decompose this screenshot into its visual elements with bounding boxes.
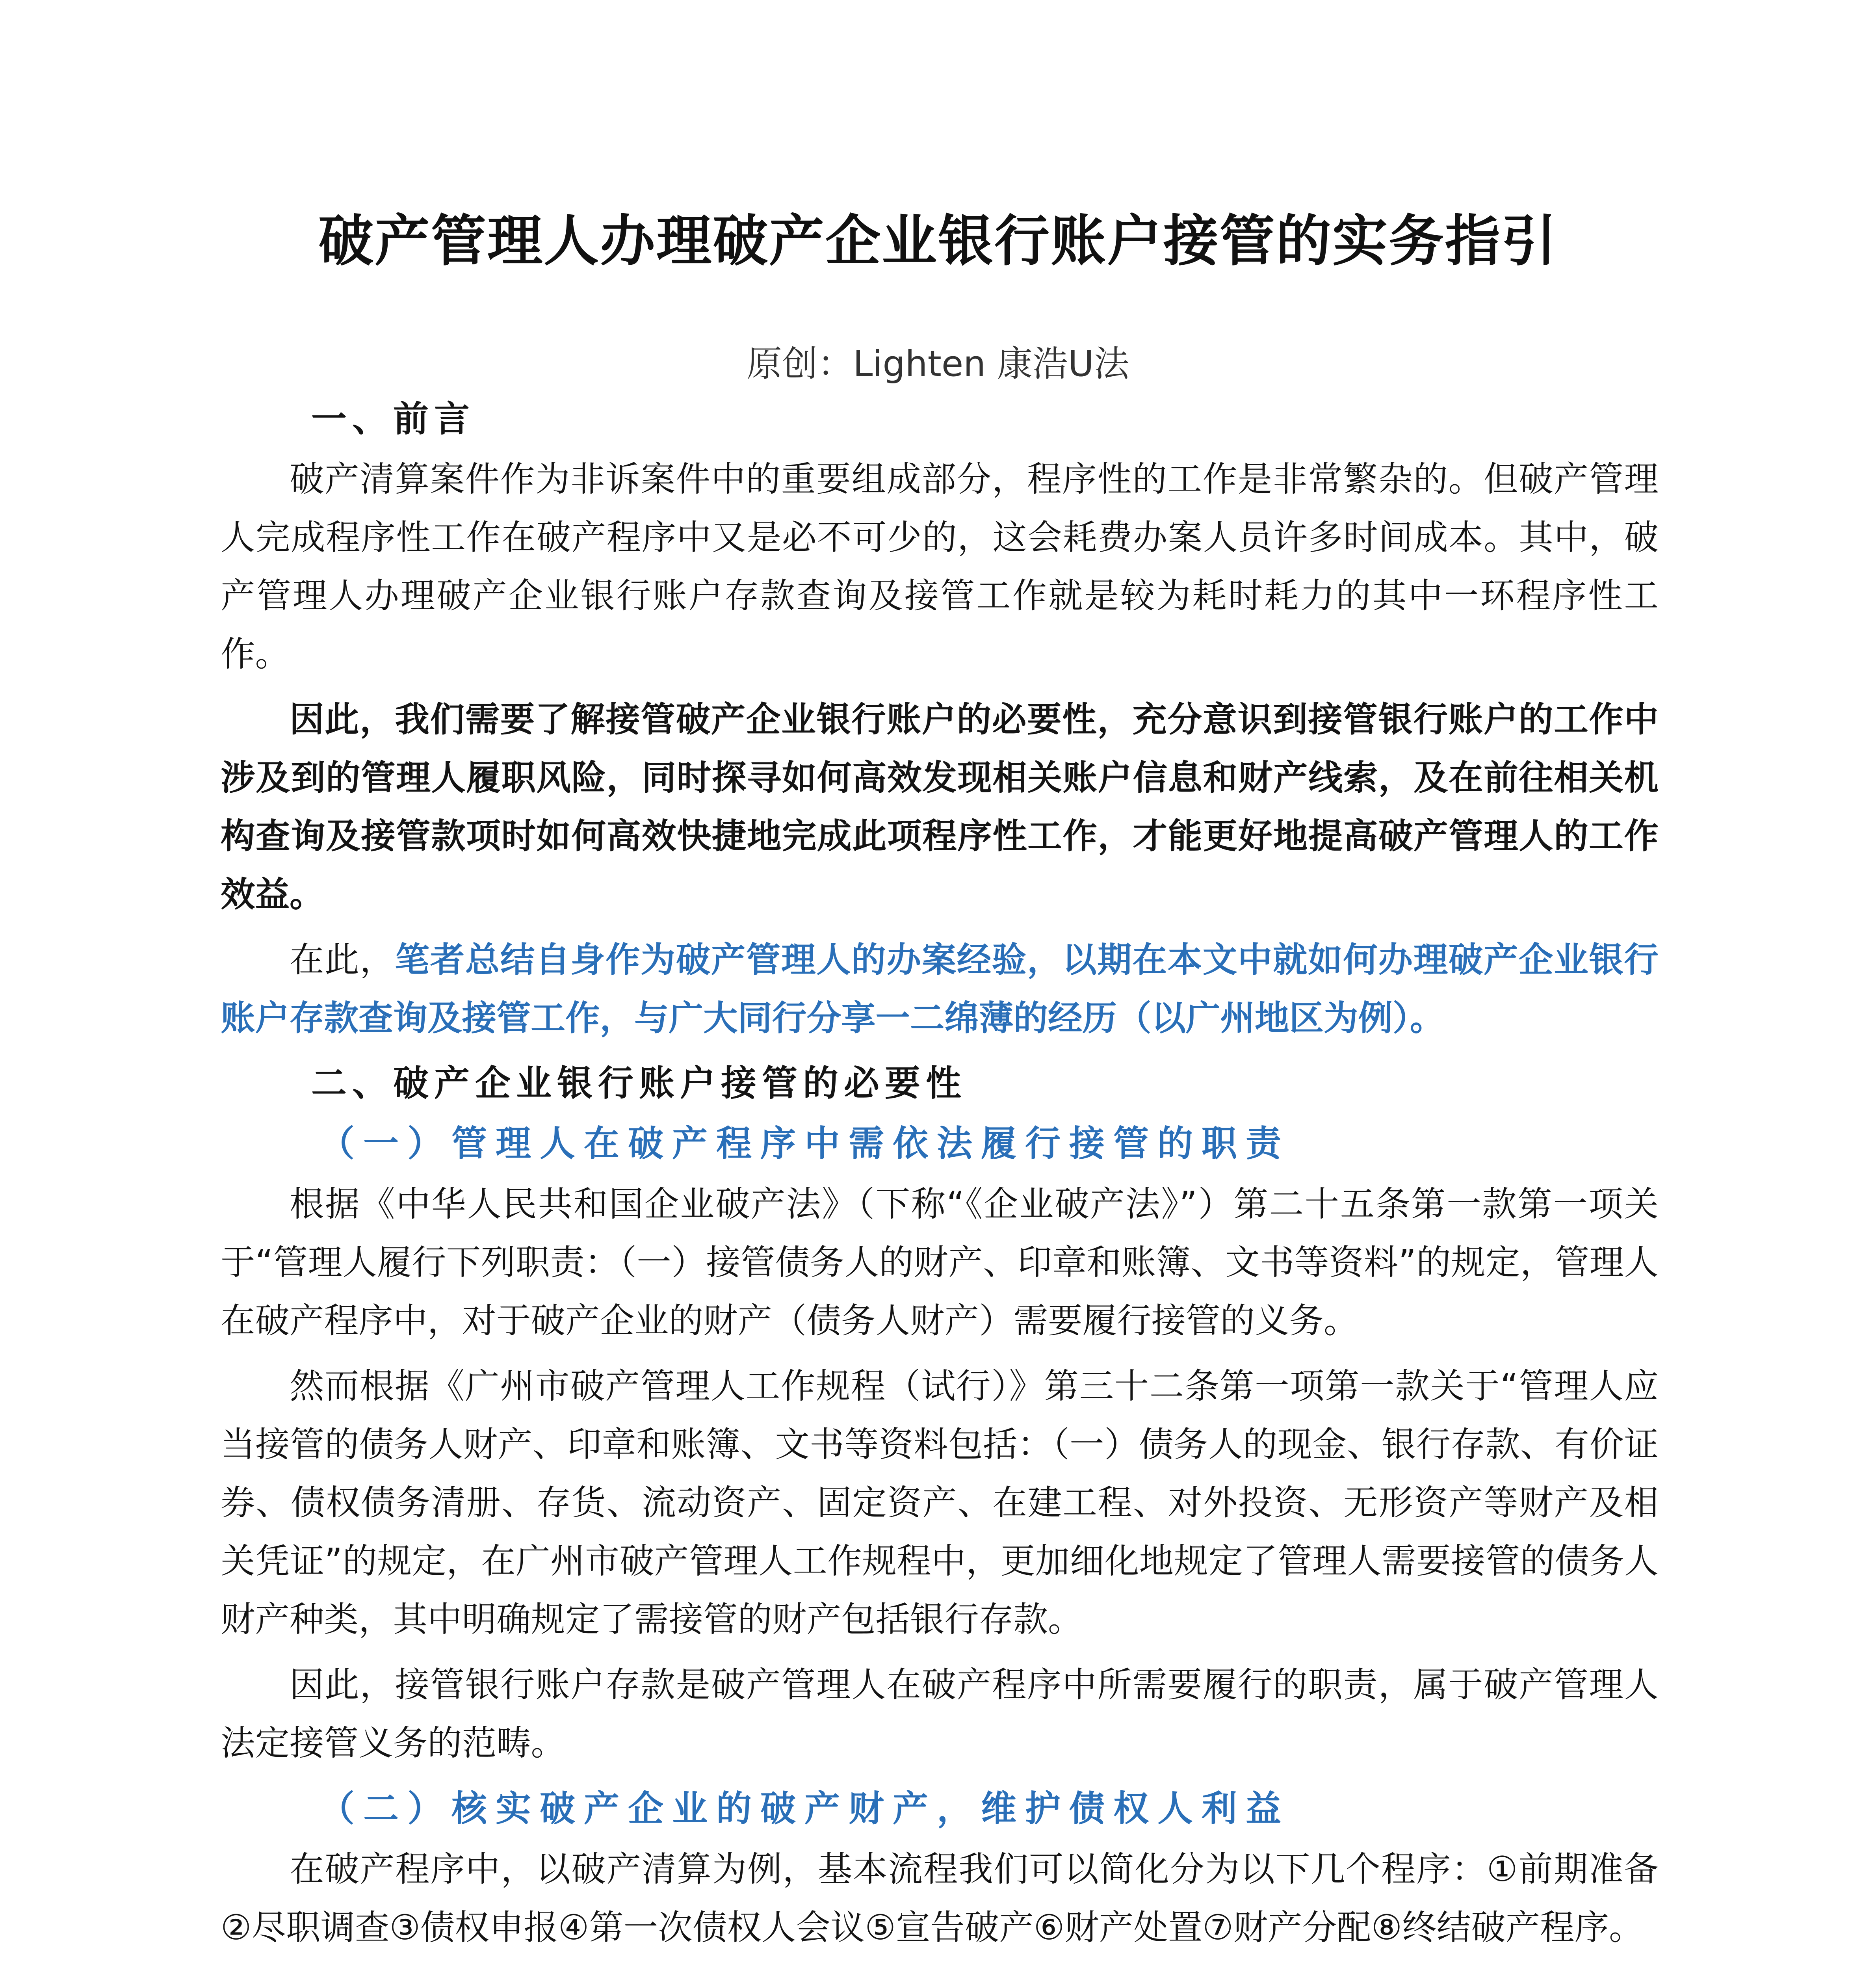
subsection-heading-verify-assets: （二）核实破产企业的破产财产，维护债权人利益 — [319, 1788, 1290, 1829]
paragraph: 破产清算案件作为非诉案件中的重要组成部分，程序性的工作是非常繁杂的。但破产管理人完成程序性工作在破产程序中又是必不可少的，这会耗费办案人员许多时间成本。其中，破产管理人办理破产企业银行账户存款查询及接管工作就是较为耗时耗力的其中一环程序性工作。 — [221, 459, 1659, 674]
paragraph-prefix: 在此， — [290, 940, 395, 980]
paragraph-highlight — [221, 931, 1659, 1047]
highlighted-text: 笔者总结自身作为破产管理人的办案经验，以期在本文中就如何办理破产企业银行账户存款查询及接管工作，与广大同行分享一二绵薄的经历（以广州地区为例）。 — [221, 940, 1659, 1038]
paragraph: 在破产程序中，以破产清算为例，基本流程我们可以简化分为以下几个程序：①前期准备②尽职调查③债权申报④第一次债权人会议⑤宣告破产⑥财产处置⑦财产分配⑧终结破产程序。 — [221, 1849, 1659, 1948]
byline: 原创：Lighten 康浩U法 — [747, 343, 1129, 385]
paragraph: 因此，接管银行账户存款是破产管理人在破产程序中所需要履行的职责，属于破产管理人法定接管义务的范畴。 — [221, 1665, 1659, 1763]
paragraph: 然而根据《广州市破产管理人工作规程（试行）》第三十二条第一项第一款关于“管理人应当接管的债务人财产、印章和账簿、文书等资料包括：（一）债务人的现金、银行存款、有价证券、债权债务清册、存货、流动资产、固定资产、在建工程、对外投资、无形资产等财产及相关凭证”的规定，在广州市破产管理人工作规程中，更加细化地规定了管理人需要接管的债务人财产种类，其中明确规定了需接管的财产包括银行存款。 — [221, 1366, 1659, 1639]
paragraph-bold: 因此，我们需要了解接管破产企业银行账户的必要性，充分意识到接管银行账户的工作中涉及到的管理人履职风险，同时探寻如何高效发现相关账户信息和财产线索，及在前往相关机构查询及接管款项时如何高效快捷地完成此项程序性工作，才能更好地提高破产管理人的工作效益。 — [221, 699, 1659, 914]
section-heading-necessity: 二、破产企业银行账户接管的必要性 — [311, 1063, 967, 1104]
paragraph — [221, 1964, 1659, 1970]
subsection-heading-duty: （一）管理人在破产程序中需依法履行接管的职责 — [319, 1123, 1290, 1164]
article-body — [221, 390, 1659, 1970]
section-heading-preface: 一、前言 — [311, 398, 475, 440]
paragraph: 根据《中华人民共和国企业破产法》（下称“《企业破产法》”）第二十五条第一款第一项关于“管理人履行下列职责：（一）接管债务人的财产、印章和账簿、文书等资料”的规定，管理人在破产程序中，对于破产企业的财产（债务人财产）需要履行接管的义务。 — [221, 1184, 1659, 1341]
page-title: 破产管理人办理破产企业银行账户接管的实务指引 — [318, 209, 1558, 273]
